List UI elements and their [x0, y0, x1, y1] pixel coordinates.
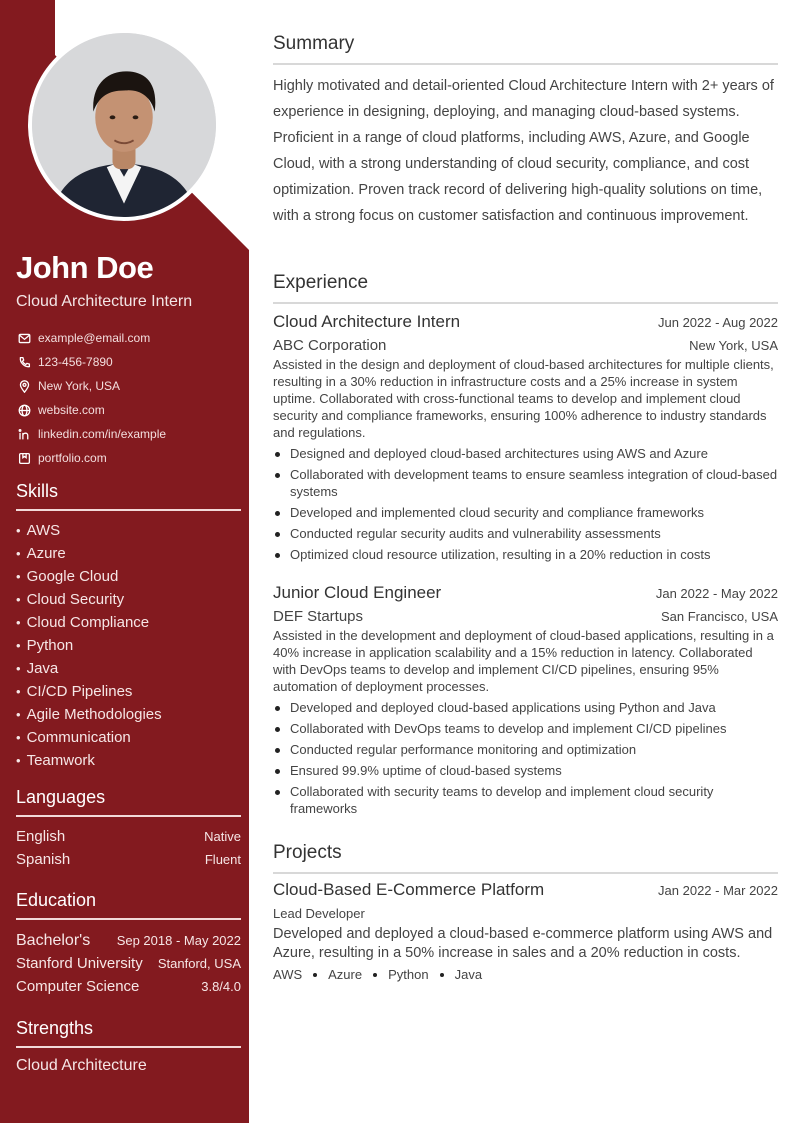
list-item: Collaborated with development teams to ensure seamless integration of cloud-based systems [273, 466, 778, 500]
project-description: Developed and deployed a cloud-based e-commerce platform using AWS and Azure, resulting in a 50% increase in sales and a 20% reduction in costs. [273, 926, 773, 961]
linkedin-icon [16, 426, 32, 442]
language-level: Native [204, 829, 241, 844]
job-dates: Jan 2022 - May 2022 [655, 586, 778, 601]
project-tag: AWS [273, 967, 303, 982]
experience-entry [273, 583, 778, 821]
project-title: Cloud-Based E-Commerce Platform [273, 880, 545, 899]
job-location: New York, USA [689, 338, 778, 353]
skill-item: • Azure [16, 542, 241, 565]
list-item: Conducted regular security audits and vulnerability assessments [273, 525, 778, 542]
mail-icon [16, 330, 32, 346]
project-tag: Java [454, 967, 483, 982]
list-item: Optimized cloud resource utilization, resulting in a 20% reduction in costs [273, 546, 778, 563]
skill-item: • Agile Methodologies [16, 703, 241, 726]
location-pin-icon [16, 378, 32, 394]
tag-separator [440, 973, 444, 977]
job-header [273, 312, 778, 332]
job-subheader [273, 608, 778, 625]
skill-item: • CI/CD Pipelines [16, 680, 241, 703]
list-item: Collaborated with security teams to develop and implement cloud security frameworks [273, 783, 778, 817]
project-tag: Python [388, 967, 429, 982]
language-row [16, 825, 241, 848]
tag-separator [313, 973, 317, 977]
contact-location: New York, USA [16, 374, 241, 398]
education-dates: Sep 2018 - May 2022 [116, 933, 241, 948]
job-title: Cloud Architecture Intern [273, 312, 461, 331]
skill-item: • Cloud Security [16, 588, 241, 611]
education-field-row [16, 975, 241, 998]
project-tags [273, 967, 778, 982]
skills-list [16, 519, 241, 772]
contact-phone[interactable]: 123-456-7890 [16, 350, 241, 374]
job-bullets [273, 445, 778, 563]
job-description: Assisted in the development and deployment of cloud-based applications, resulting in a 40% increase in application scalability and a 15% reduction in latency. Collaborated with DevOps teams to develop and implement CI/CD pipelines, ensuring 95% automation of deployment processes. [273, 628, 774, 694]
skill-item: • Java [16, 657, 241, 680]
skill-item: • Teamwork [16, 749, 241, 772]
project-entry [273, 880, 778, 982]
tag-separator [373, 973, 377, 977]
language-name: Spanish [16, 851, 71, 868]
job-description: Assisted in the design and deployment of cloud-based architectures for multiple clients, resulting in a 30% reduction in infrastructure costs and a 25% increase in system uptime. Collaborated with cross-functional teams to develop and implement cloud security and compliance frameworks, ensuring 100% adherence to industry standards and regulations. [273, 357, 774, 440]
job-subheader [273, 337, 778, 354]
projects-title: Projects [273, 842, 778, 874]
list-item: Ensured 99.9% uptime of cloud-based systems [273, 762, 778, 779]
person-avatar-icon [32, 33, 216, 217]
portfolio-icon [16, 450, 32, 466]
skill-item: • AWS [16, 519, 241, 542]
contact-portfolio[interactable]: portfolio.com [16, 446, 241, 470]
education-degree-row [16, 929, 241, 952]
project-tag: Azure [328, 967, 363, 982]
experience-title: Experience [273, 272, 778, 304]
education-field: Computer Science [16, 978, 140, 995]
languages-title: Languages [16, 787, 241, 817]
profile-photo [28, 29, 220, 221]
job-company: ABC Corporation [273, 337, 387, 354]
project-dates: Jan 2022 - Mar 2022 [658, 883, 778, 898]
education-school-row [16, 952, 241, 975]
contact-email[interactable]: example@email.com [16, 326, 241, 350]
contact-linkedin[interactable]: linkedin.com/in/example [16, 422, 241, 446]
education-gpa: 3.8/4.0 [201, 979, 241, 994]
education-degree: Bachelor's [16, 931, 91, 949]
list-item: Developed and implemented cloud security and compliance frameworks [273, 504, 778, 521]
summary-title: Summary [273, 33, 778, 65]
contact-website[interactable]: website.com [16, 398, 241, 422]
skill-item: • Google Cloud [16, 565, 241, 588]
skill-item: • Communication [16, 726, 241, 749]
language-name: English [16, 828, 66, 845]
strength-item: Cloud Architecture [16, 1057, 147, 1074]
list-item: Designed and deployed cloud-based architectures using AWS and Azure [273, 445, 778, 462]
phone-icon [16, 354, 32, 370]
job-header [273, 583, 778, 603]
project-header [273, 880, 778, 900]
education-school: Stanford University [16, 955, 143, 972]
job-location: San Francisco, USA [660, 609, 778, 624]
candidate-role: Cloud Architecture Intern [16, 293, 193, 310]
skill-item: • Cloud Compliance [16, 611, 241, 634]
job-company: DEF Startups [273, 608, 364, 625]
languages-list [16, 825, 241, 871]
summary-text: Highly motivated and detail-oriented Cloud Architecture Intern with 2+ years of experience in designing, deploying, and managing cloud-based systems. Proficient in a range of cloud platforms, including AWS, Azure, and Google Cloud, with a strong understanding of cloud security, compliance, and cost optimization. Proven track record of delivering high-quality solutions on time, with a strong focus on customer satisfaction and continuous improvement. [273, 78, 774, 224]
skills-title: Skills [16, 481, 241, 511]
project-role: Lead Developer [273, 906, 365, 921]
language-level: Fluent [204, 852, 241, 867]
job-dates: Jun 2022 - Aug 2022 [658, 315, 778, 330]
sidebar [0, 0, 249, 1123]
strengths-title: Strengths [16, 1018, 241, 1048]
globe-icon [16, 402, 32, 418]
skill-item: • Python [16, 634, 241, 657]
list-item: Conducted regular performance monitoring and optimization [273, 741, 778, 758]
job-bullets [273, 699, 778, 817]
experience-entry [273, 312, 778, 567]
list-item: Collaborated with DevOps teams to develop and implement CI/CD pipelines [273, 720, 778, 737]
list-item: Developed and deployed cloud-based applications using Python and Java [273, 699, 778, 716]
education-title: Education [16, 890, 241, 920]
contact-list [16, 326, 241, 470]
candidate-name: John Doe [16, 250, 154, 285]
language-row [16, 848, 241, 871]
education-entry [16, 929, 241, 998]
education-location: Stanford, USA [157, 956, 241, 971]
job-title: Junior Cloud Engineer [273, 583, 442, 602]
